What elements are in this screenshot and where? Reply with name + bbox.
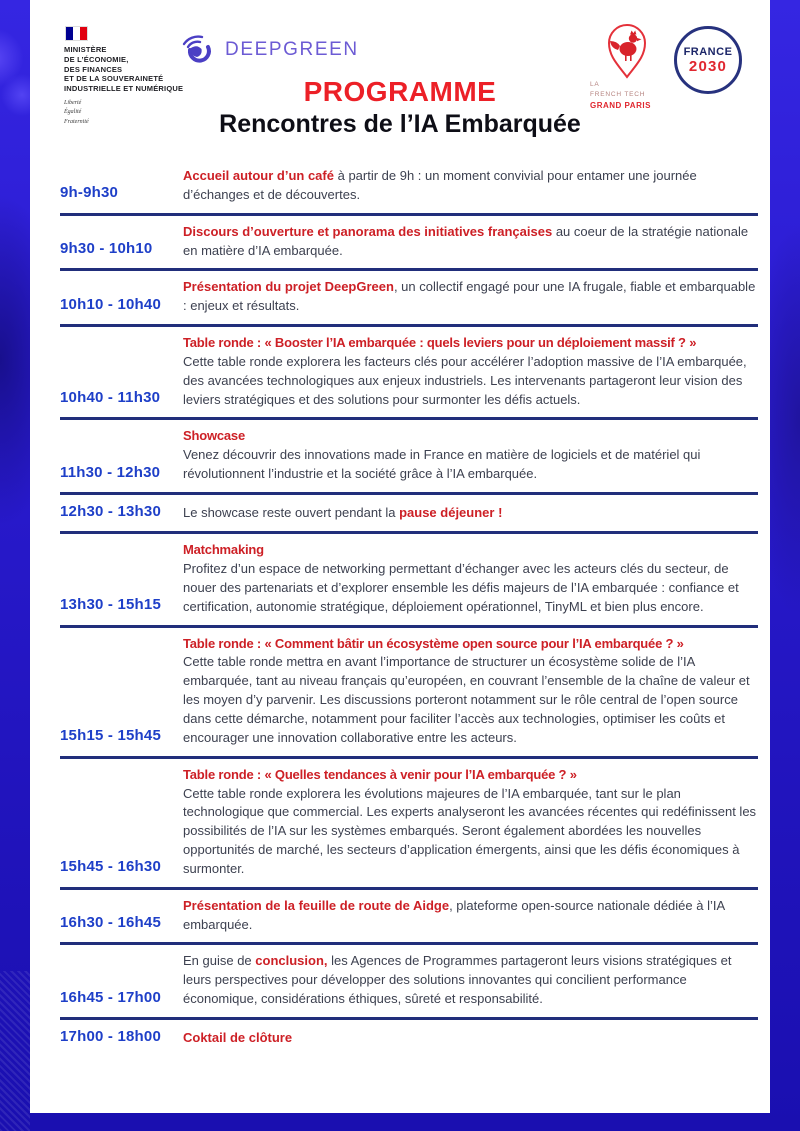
session-text: à partir de 9h : un moment convivial pour entamer une journée d’échanges et de découvertes. xyxy=(183,168,697,202)
ministry-line: ET DE LA SOUVERAINETÉ xyxy=(64,74,164,84)
page-subtitle: Rencontres de l’IA Embarquée xyxy=(219,110,581,138)
time-slot: 16h30 - 16h45 xyxy=(60,914,161,932)
session-title: Showcase xyxy=(183,428,245,444)
session-title: Table ronde : « Quelles tendances à venir pour l’IA embarquée ? » xyxy=(183,766,577,782)
session-title: pause déjeuner ! xyxy=(399,505,503,521)
background-texture xyxy=(0,971,30,1131)
session-title: Table ronde : « Booster l’IA embarquée : quels leviers pour un déploiement massif ? » xyxy=(183,335,697,351)
session-title: Coktail de clôture xyxy=(183,1030,293,1046)
time-slot: 10h10 - 10h40 xyxy=(60,295,161,313)
session-text: les Agences de Programmes partageront leurs visions stratégiques et leurs perspectives pour développer des solutions innovantes qui concilient performance économique, considérations éthiques, sûreté et responsabilité. xyxy=(183,953,732,1007)
schedule-row xyxy=(60,945,758,1020)
session-title: conclusion, xyxy=(255,953,328,969)
frenchtech-label: LA FRENCH TECH xyxy=(590,81,646,99)
schedule-row xyxy=(60,420,758,495)
session-description xyxy=(183,223,758,261)
time-slot: 17h00 - 18h00 xyxy=(60,1027,161,1045)
time-slot: 12h30 - 13h30 xyxy=(60,502,161,520)
schedule-row xyxy=(60,534,758,627)
session-text: En guise de xyxy=(183,953,256,969)
session-description xyxy=(183,427,758,484)
ministry-line: DES FINANCES xyxy=(64,64,123,74)
session-text: Cette table ronde explorera les évolutions majeures de l’IA embarquée, tant sur le plan technologique que commercial. Les experts analyseront les avancées récentes qui redéfinissent les possibilités de l’IA sur les systèmes embarqués. Seront également abordées les nouvelles opportunités de marché, les secteurs d’application émergents, ainsi que les défis économiques à surmonter. xyxy=(183,785,757,876)
session-title: Présentation du projet DeepGreen xyxy=(183,279,394,295)
time-slot: 13h30 - 15h15 xyxy=(60,596,161,614)
session-text: Le showcase reste ouvert pendant la xyxy=(183,505,400,521)
schedule-row xyxy=(60,495,758,534)
ministry-line: INDUSTRIELLE ET NUMÉRIQUE xyxy=(64,84,184,93)
session-description xyxy=(183,334,758,409)
session-description xyxy=(183,541,758,616)
schedule xyxy=(60,160,758,1056)
deepgreen-swirl-icon xyxy=(180,34,218,66)
schedule-row xyxy=(60,759,758,890)
frenchtech-grand-paris-label: GRAND PARIS xyxy=(590,101,651,111)
session-title: Présentation de la feuille de route de Aidge xyxy=(183,897,450,913)
session-description xyxy=(183,897,758,935)
session-text: Cette table ronde explorera les facteurs clés pour accélérer l’adoption massive de l’IA embarquée, des avancées technologiques aux enjeux industriels. Les intervenants partageront leur vision des leviers stratégiques et des solutions pour surmonter les défis actuels. xyxy=(183,353,747,407)
time-slot: 15h15 - 15h45 xyxy=(60,727,161,745)
time-slot: 9h-9h30 xyxy=(60,184,119,202)
rooster-pin-icon xyxy=(604,22,650,80)
session-text: Cette table ronde mettra en avant l’importance de structurer un écosystème solide de l’IA embarquée, tant au niveau français qu’européen, en couvrant l’ensemble de la chaîne de valeur et les moyen d’y parvenir. Les discussions porteront notamment sur le rôle central de l’open source dans cette démarche, notamment pour faciliter l’accès aux technologies, optimiser les coûts et encourager une innovation collaborative entre les acteurs. xyxy=(183,654,750,745)
session-text: Venez découvrir des innovations made in France en matière de logiciels et de matériel qui révolutionnent l’industrie et la société grâce à l’IA embarquée. xyxy=(183,447,701,482)
session-text: Profitez d’un espace de networking permettant d’échanger avec les acteurs clés du secteur, de nouer des partenariats et d’explorer ensemble les défis majeurs de l’IA embarquée : confiance et certification, autonomie stratégique, déploiement opérationnel, TinyML et bien plus encore. xyxy=(183,561,739,614)
session-description xyxy=(183,1029,758,1048)
france2030-2030-label: 2030 xyxy=(688,57,728,75)
ministry-line: DE L’ÉCONOMIE, xyxy=(64,54,129,64)
schedule-row xyxy=(60,1020,758,1056)
session-description xyxy=(183,278,758,316)
french-flag-icon xyxy=(65,26,88,41)
ministry-motto: Liberté Égalité Fraternité xyxy=(64,99,89,125)
schedule-row xyxy=(60,271,758,327)
session-description xyxy=(183,167,758,205)
schedule-row xyxy=(60,160,758,216)
session-description xyxy=(183,504,758,523)
session-title: Discours d’ouverture et panorama des initiatives françaises xyxy=(183,223,553,239)
session-title: Table ronde : « Comment bâtir un écosystème open source pour l’IA embarquée ? » xyxy=(183,635,684,651)
programme-page xyxy=(30,0,770,1113)
schedule-row xyxy=(60,628,758,759)
schedule-row xyxy=(60,327,758,420)
time-slot: 15h45 - 16h30 xyxy=(60,858,161,876)
ministry-line: MINISTÈRE xyxy=(64,45,107,54)
france2030-france-label: FRANCE xyxy=(683,45,733,58)
deepgreen-logo xyxy=(180,34,359,66)
session-title: Accueil autour d’un café xyxy=(183,168,334,183)
session-description xyxy=(183,766,758,879)
deepgreen-wordmark: DEEPGREEN xyxy=(225,39,359,60)
time-slot: 10h40 - 11h30 xyxy=(60,389,161,407)
time-slot: 11h30 - 12h30 xyxy=(60,463,161,481)
session-text: au coeur de la stratégie nationale en matière d’IA embarquée. xyxy=(183,223,749,258)
time-slot: 9h30 - 10h10 xyxy=(60,240,153,258)
session-text: , plateforme open-source nationale dédiée à l’IA embarquée. xyxy=(183,897,725,932)
time-slot: 16h45 - 17h00 xyxy=(60,988,161,1006)
session-description xyxy=(183,635,758,748)
page-title: PROGRAMME xyxy=(303,76,497,107)
schedule-row xyxy=(60,890,758,946)
session-text: , un collectif engagé pour une IA frugale, fiable et embarquable : enjeux et résultats. xyxy=(183,279,756,314)
schedule-row xyxy=(60,216,758,272)
session-title: Matchmaking xyxy=(183,542,264,558)
session-description xyxy=(183,952,758,1009)
